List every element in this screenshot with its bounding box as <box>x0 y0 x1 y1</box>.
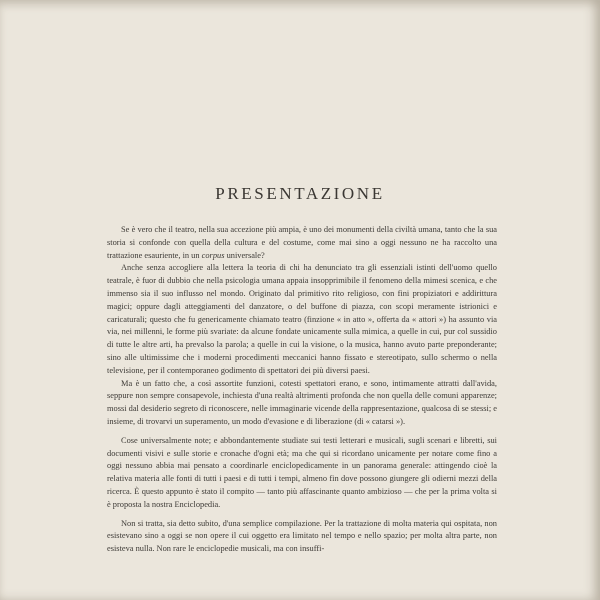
paragraph: Non si tratta, sia detto subito, d'una semplice compilazione. Per la trattazione di molta materia qui ospitata, non esistevano sino a oggi se non opere il cui oggetto era limitato nel tempo e nello spazio; per molta altra parte, non esisteva nulla. Non rare le enciclopedie musicali, ma con insuffi- <box>107 518 497 554</box>
paragraph: Se è vero che il teatro, nella sua accezione più ampia, è uno dei monumenti della civiltà umana, tanto che la sua storia si confonde con quella della cultura e del costume, come mai sino a oggi nessuno ne ha raccolto una trattazione esauriente, in un corpus universale? <box>107 225 497 260</box>
paragraph: Ma è un fatto che, a così assortite funzioni, cotesti spettatori erano, e sono, intimamente attratti dall'avida, seppure non sempre consapevole, inchiesta d'una realtà altrimenti profonda che non quella delle comuni apparenze; mossi dal desiderio segreto di riconoscere, nelle immaginarie vicende della rappresentazione, qualcosa di se stessi; e insieme, di trovarvi un superamento, un modo d'evasione e di liberazione (di « catarsi »). <box>107 378 497 426</box>
page-title: PRESENTAZIONE <box>215 184 385 204</box>
body-text <box>107 224 497 556</box>
paragraph: Anche senza accogliere alla lettera la teoria di chi ha denunciato tra gli essenziali istinti dell'uomo quello teatrale, è fuor di dubbio che nella psicologia umana appaia insopprimibile il fenomeno della mimesi scenica, e che immenso sia il suo influsso nel mondo. Originato dal primitivo rito religioso, con fini propiziatori e addirittura magici; oppure dagli atteggiamenti del danzatore, o del buffone di piazza, con scopi meramente istrionici e caricaturali; questo che fu genericamente chiamato teatro (finzione « in atto », offerta da « attori ») ha assunto via via, nei millenni, le forme più svariate: da alcune fondate unicamente sulla mimica, a quelle in cui, pur col sussidio di tutte le altre arti, ha prevalso la parola; a quelle in cui la visione, o la musica, hanno avuto parte preponderante; sino alle ultimissime che i moderni procedimenti meccanici hanno fissato e stereotipato, sullo schermo o nella televisione, per il contemporaneo godimento di spettatori dei più diversi paesi. <box>107 263 497 375</box>
paragraph: Cose universalmente note; e abbondantemente studiate sui testi letterari e musicali, sugli scenari e libretti, sui documenti visivi e sulle storie e cronache d'ogni età; ma che qui si ricordano unicamente per notare come fino a oggi nessuno abbia mai pensato a coordinarle enciclopedicamente in un panorama generale: attingendo cioè la relativa materia alle fonti di tutti i paesi e di tutti i tempi, almeno fin dove possono giungere gli odierni mezzi della ricerca. È questo appunto è stato il compito — tanto più affascinante quanto ambizioso — che per la prima volta si è proposta la nostra Enciclopedia. <box>107 435 497 509</box>
